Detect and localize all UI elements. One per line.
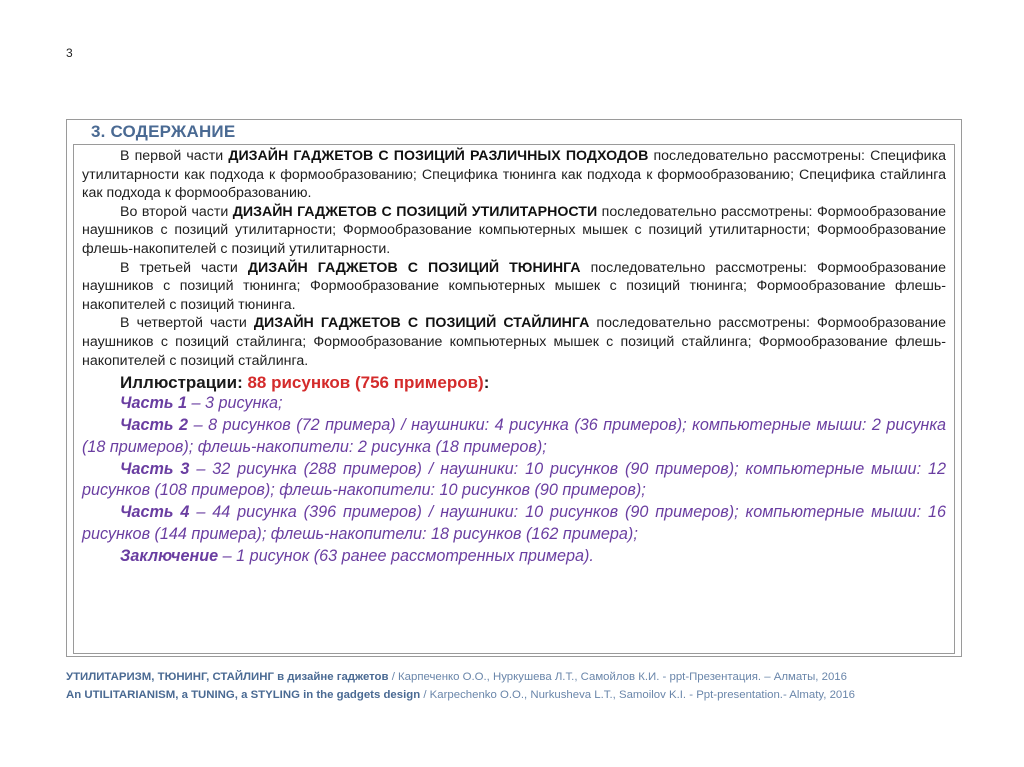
- paragraph-lead: В первой части: [120, 148, 229, 164]
- illustrations-part-2: [82, 415, 946, 459]
- footer-ru-credits: / Карпеченко О.О., Нуркушева Л.Т., Самойлов К.И. - ppt-Презентация. – Алматы, 2016: [388, 671, 847, 683]
- paragraph-heading: ДИЗАЙН ГАДЖЕТОВ С ПОЗИЦИЙ УТИЛИТАРНОСТИ: [232, 203, 598, 220]
- illustrations-part-1: [82, 393, 946, 415]
- paragraph-lead: В четвертой части: [120, 315, 254, 332]
- illustrations-colon: :: [483, 373, 490, 393]
- content-frame: [66, 119, 962, 657]
- paragraph-part-4: [82, 314, 946, 370]
- paragraph-heading: ДИЗАЙН ГАДЖЕТОВ С ПОЗИЦИЙ РАЗЛИЧНЫХ ПОДХОДОВ: [228, 148, 649, 164]
- footer-russian: [66, 671, 847, 683]
- footer-en-credits: / Karpechenko O.O., Nurkusheva L.T., Samoilov K.I. - Ppt-presentation.- Almaty, 2016: [420, 689, 855, 701]
- part-text: – 32 рисунка (288 примеров) / наушники: 10 рисунков (90 примеров); компьютерные мыши: 12 рисунков (108 примеров); флешь-накопители: 10 рисунков (90 примеров);: [82, 459, 946, 500]
- paragraph-body: последовательно рассмотрены: Формообразование наушников с позиций тюнинга; Формообразование компьютерных мышек с позиций тюнинга; Формообразование флешь-накопителей с позиций тюнинга.: [82, 259, 946, 313]
- part-text: – 44 рисунка (396 примеров) / наушники: 10 рисунков (90 примеров); компьютерные мыши: 16 рисунков (144 примера); флешь-накопители: 18 рисунков (162 примера);: [82, 503, 946, 543]
- part-text: – 8 рисунков (72 примера) / наушники: 4 рисунка (36 примеров); компьютерные мыши: 2 рисунка (18 примеров); флешь-накопители: 2 рисунка (18 примеров);: [82, 415, 946, 456]
- illustrations-summary: [82, 372, 946, 393]
- part-name: Заключение: [120, 546, 219, 565]
- paragraph-body: последовательно рассмотрены: Формообразование наушников с позиций стайлинга; Формообразование компьютерных мышек с позиций стайлинга; Формообразование флешь-накопителей с позиций стайлинга.: [82, 315, 946, 369]
- part-text: – 3 рисунка;: [186, 394, 283, 413]
- paragraph-part-2: [82, 203, 946, 259]
- illustrations-part-4: [82, 502, 946, 546]
- illustrations-part-3: [82, 459, 946, 503]
- illustrations-label: Иллюстрации:: [120, 373, 248, 393]
- paragraph-lead: В третьей части: [120, 259, 248, 276]
- section-title: 3. СОДЕРЖАНИЕ: [91, 122, 236, 141]
- illustrations-count: 88 рисунков (756 примеров): [247, 373, 484, 393]
- paragraph-lead: Во второй части: [120, 203, 233, 220]
- part-name: Часть 1: [120, 394, 187, 413]
- footer-ru-title: УТИЛИТАРИЗМ, ТЮНИНГ, СТАЙЛИНГ в дизайне гаджетов: [66, 671, 389, 683]
- part-name: Часть 2: [120, 415, 189, 434]
- paragraph-body: последовательно рассмотрены: Специфика утилитарности как подхода к формообразованию; Специфика тюнинга как подхода к формообразованию; Специфика стайлинга как подхода к формообразованию.: [82, 148, 946, 202]
- part-text: – 1 рисунок (63 ранее рассмотренных примера).: [218, 546, 594, 565]
- illustrations-conclusion: [82, 546, 946, 568]
- content-box: [73, 144, 955, 654]
- paragraph-heading: ДИЗАЙН ГАДЖЕТОВ С ПОЗИЦИЙ СТАЙЛИНГА: [253, 315, 590, 332]
- part-name: Часть 4: [120, 503, 190, 522]
- footer-english: [66, 689, 855, 701]
- paragraph-part-3: [82, 259, 946, 315]
- part-name: Часть 3: [120, 459, 190, 478]
- page-number: 3: [66, 46, 73, 60]
- paragraph-part-1: [82, 147, 946, 203]
- paragraph-heading: ДИЗАЙН ГАДЖЕТОВ С ПОЗИЦИЙ ТЮНИНГА: [247, 259, 581, 276]
- paragraph-body: последовательно рассмотрены: Формообразование наушников с позиций утилитарности; Формообразование компьютерных мышек с позиций утилитарности; Формообразование флешь-накопителей с позиций утилитарности.: [82, 203, 946, 257]
- footer-en-title: An UTILITARIANISM, a TUNING, a STYLING in the gadgets design: [66, 689, 421, 701]
